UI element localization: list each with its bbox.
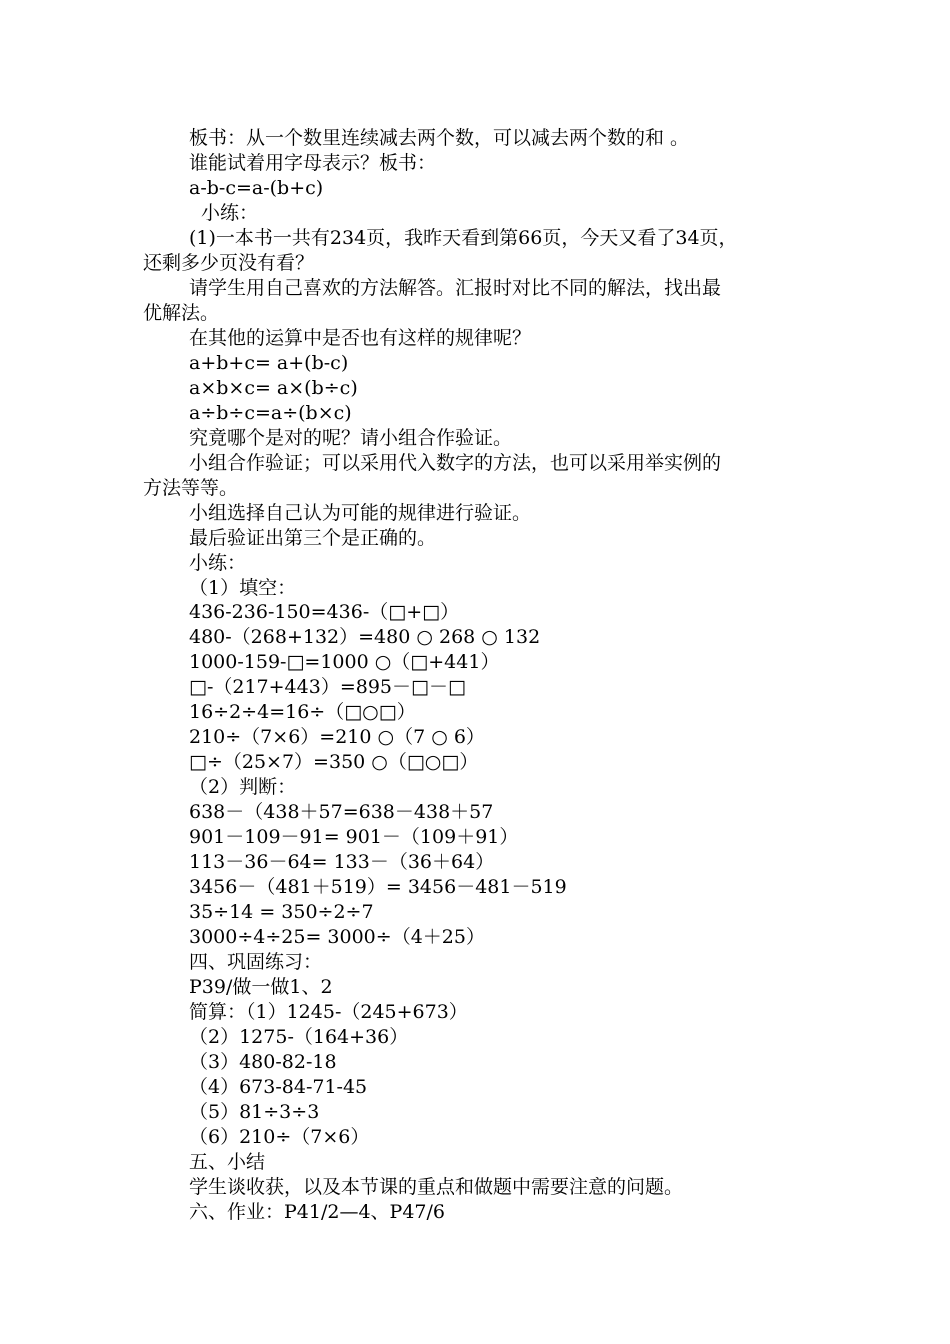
section-heading: 六、作业：P41/2—4、P47/6 — [189, 1201, 445, 1223]
text-line: 小组选择自己认为可能的规律进行验证。 — [189, 502, 532, 524]
formula-line: （6）210÷（7×6） — [189, 1126, 370, 1148]
formula-line: 480-（268+132）=480 ○ 268 ○ 132 — [189, 626, 541, 648]
formula-line: （2）1275-（164+36） — [189, 1026, 409, 1048]
formula-line: a÷b÷c=a÷(b×c) — [189, 402, 352, 424]
formula-line: □-（217+443）=895－□－□ — [189, 676, 466, 698]
text-line: 在其他的运算中是否也有这样的规律呢？ — [189, 327, 532, 349]
text-line: （1）填空： — [189, 577, 297, 599]
formula-line: 901－109－91= 901－（109＋91） — [189, 826, 519, 848]
formula-line: 436-236-150=436-（□+□） — [189, 601, 460, 623]
formula-line: a×b×c= a×(b÷c) — [189, 377, 358, 399]
text-line: 究竟哪个是对的呢？请小组合作验证。 — [189, 427, 513, 449]
text-line: 小练： — [189, 552, 247, 574]
text-line: 小练： — [201, 202, 259, 224]
formula-line: 113－36－64= 133－（36＋64） — [189, 851, 495, 873]
text-line: 方法等等。 — [143, 477, 239, 499]
text-line: 还剩多少页没有看？ — [143, 252, 315, 274]
formula-line: □÷（25×7）=350 ○（□○□） — [189, 751, 479, 773]
formula-line: 16÷2÷4=16÷（□○□） — [189, 701, 416, 723]
formula-line: 35÷14 = 350÷2÷7 — [189, 901, 374, 923]
text-line: 请学生用自己喜欢的方法解答。汇报时对比不同的解法，找出最 — [189, 277, 722, 299]
text-line: 最后验证出第三个是正确的。 — [189, 527, 437, 549]
text-line: 学生谈收获，以及本节课的重点和做题中需要注意的问题。 — [189, 1176, 684, 1198]
text-line: (1)一本书一共有234页，我昨天看到第66页，今天又看了34页， — [189, 227, 738, 249]
text-line: 板书：从一个数里连续减去两个数，可以减去两个数的和 。 — [189, 127, 690, 149]
formula-line: 3456－（481＋519）= 3456－481－519 — [189, 876, 567, 898]
text-line: P39/做一做1、2 — [189, 976, 333, 998]
formula-line: 638－（438＋57=638－438＋57 — [189, 801, 494, 823]
text-line: 谁能试着用字母表示？板书： — [189, 152, 437, 174]
section-heading: 五、小结 — [189, 1151, 266, 1173]
formula-line: （3）480-82-18 — [189, 1051, 337, 1073]
formula-line: 3000÷4÷25= 3000÷（4＋25） — [189, 926, 485, 948]
formula-line: 210÷（7×6）=210 ○（7 ○ 6） — [189, 726, 485, 748]
text-line: （2）判断： — [189, 776, 297, 798]
formula-line: 1000-159-□=1000 ○（□+441） — [189, 651, 500, 673]
formula-line: a-b-c=a-(b+c) — [189, 177, 324, 199]
formula-line: （4）673-84-71-45 — [189, 1076, 368, 1098]
formula-line: 简算：（1）1245-（245+673） — [189, 1001, 468, 1023]
formula-line: a+b+c= a+(b-c) — [189, 352, 349, 374]
text-line: 小组合作验证；可以采用代入数字的方法，也可以采用举实例的 — [189, 452, 722, 474]
formula-line: （5）81÷3÷3 — [189, 1101, 320, 1123]
text-line: 优解法。 — [143, 302, 220, 324]
section-heading: 四、巩固练习： — [189, 951, 323, 973]
